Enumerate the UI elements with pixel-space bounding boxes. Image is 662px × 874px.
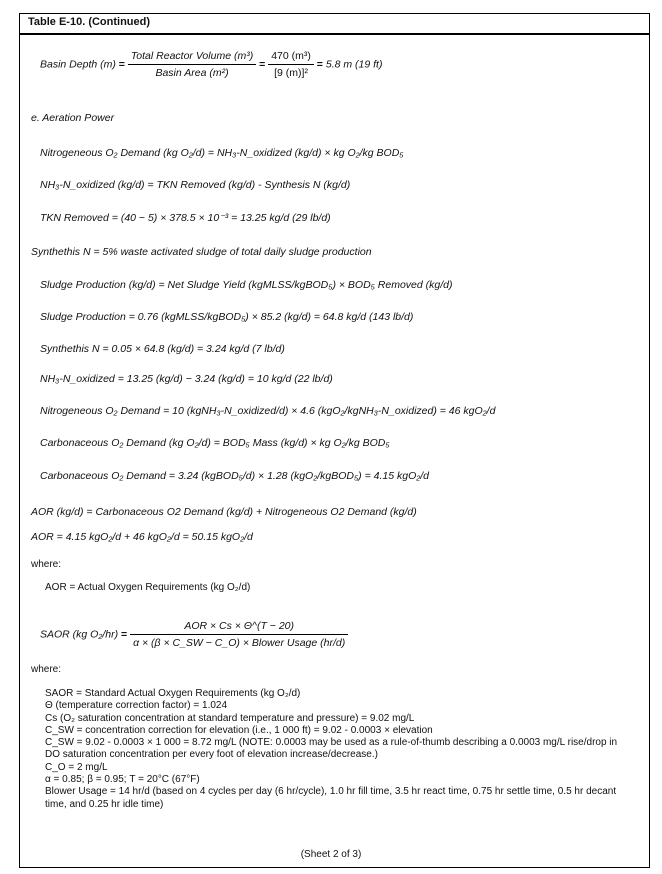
basin-den-1: Basin Area (m²)	[155, 67, 229, 79]
def-alpha-beta-t: α = 0.85; β = 0.95; T = 20°C (67°F)	[45, 774, 200, 786]
variable-definitions	[45, 688, 643, 811]
nitrogeneous-demand-calc: Nitrogeneous O₂ Demand = 10 (kgNH₃-N_oxidized/d) × 4.6 (kgO₂/kgNH₃-N_oxidized) = 46 kgO₂/d	[40, 405, 496, 417]
def-saor: SAOR = Standard Actual Oxygen Requirements (kg O₂/d)	[45, 688, 301, 699]
aor-definition: AOR = Actual Oxygen Requirements (kg O₂/d)	[45, 582, 251, 593]
saor-numerator: AOR × Cs × Θ^(T − 20)	[130, 620, 348, 635]
synthesis-calc: Synthethis N = 0.05 × 64.8 (kg/d) = 3.24 kg/d (7 lb/d)	[40, 343, 285, 355]
basin-fraction-2	[268, 50, 314, 79]
basin-fraction-1	[128, 50, 256, 79]
tkn-removed-calc: TKN Removed = (40 − 5) × 378.5 × 10⁻³ = 13.25 kg/d (29 lb/d)	[40, 212, 331, 224]
def-csw-note: DO saturation concentration per every foot of elevation increase/decrease.)	[45, 749, 378, 761]
table-title: Table E-10. (Continued)	[28, 16, 151, 28]
basin-den-2: [9 (m)]²	[274, 67, 308, 79]
saor-label: SAOR (kg O₂/hr)	[40, 628, 119, 641]
def-csw: C_SW = concentration correction for elevation (i.e., 1 000 ft) = 9.02 - 0.0003 × elevation	[45, 724, 433, 736]
nitrogeneous-demand-formula: Nitrogeneous O₂ Demand (kg O₂/d) = NH₃-N_oxidized (kg/d) × kg O₂/kg BOD₅	[40, 147, 404, 159]
def-co: C_O = 2 mg/L	[45, 761, 108, 773]
basin-depth-label: Basin Depth (m)	[40, 58, 116, 71]
sheet-footer: (Sheet 2 of 3)	[300, 849, 362, 860]
carbonaceous-demand-calc: Carbonaceous O₂ Demand = 3.24 (kgBOD₅/d) × 1.28 (kgO₂/kgBOD₅) = 4.15 kgO₂/d	[40, 470, 430, 482]
nh3-oxidized-calc: NH₃-N_oxidized = 13.25 (kg/d) − 3.24 (kg/d) = 10 kg/d (22 lb/d)	[40, 373, 333, 385]
aor-calc: AOR = 4.15 kgO₂/d + 46 kgO₂/d = 50.15 kgO₂/d	[31, 531, 253, 543]
def-cs: Cs (O₂ saturation concentration at standard temperature and pressure) = 9.02 mg/L	[45, 712, 415, 724]
basin-num-2: 470 (m³)	[268, 50, 314, 65]
sludge-production-formula: Sludge Production (kg/d) = Net Sludge Yield (kgMLSS/kgBOD₅) × BOD₅ Removed (kg/d)	[40, 279, 453, 291]
basin-result: 5.8 m (19 ft)	[325, 58, 383, 71]
where-label-2: where:	[31, 664, 62, 675]
nh3-oxidized-formula: NH₃-N_oxidized (kg/d) = TKN Removed (kg/d) - Synthesis N (kg/d)	[40, 179, 351, 191]
header-rule	[19, 33, 650, 35]
synthesis-definition: Synthethis N = 5% waste activated sludge of total daily sludge production	[31, 246, 372, 258]
def-theta: Θ (temperature correction factor) = 1.024	[45, 700, 228, 712]
carbonaceous-demand-formula: Carbonaceous O₂ Demand (kg O₂/d) = BOD₅ Mass (kg/d) × kg O₂/kg BOD₅	[40, 437, 390, 449]
basin-depth-equation: Basin Depth (m) = $\frac{\text{Total Reactor Volume (m³)}}{\text{Basin Area (m²)}}$ = $\frac{\text{470 (m³)}}{\text{[9 (m)]²}}$ = 5.8 m (19 ft)	[40, 50, 383, 79]
def-blower-usage: Blower Usage = 14 hr/d (based on 4 cycles per day (6 hr/cycle), 1.0 hr fill time, 3.5 hr react time, 0.75 hr settle time, 0.5 hr decant	[45, 786, 617, 798]
saor-denominator: α × (β × C_SW − C_O) × Blower Usage (hr/d)	[133, 637, 346, 649]
saor-fraction	[130, 620, 348, 649]
aor-formula: AOR (kg/d) = Carbonaceous O2 Demand (kg/d) + Nitrogeneous O2 Demand (kg/d)	[31, 506, 417, 518]
where-label-1: where:	[31, 559, 62, 570]
def-csw-calc: C_SW = 9.02 - 0.0003 × 1 000 = 8.72 mg/L (NOTE: 0.0003 may be used as a rule-of-thumb describing a 0.0003 mg/L rise/drop in	[45, 737, 618, 749]
basin-num-1: Total Reactor Volume (m³)	[128, 50, 256, 65]
def-blower-usage-cont: time, and 0.25 hr idle time)	[45, 798, 164, 810]
saor-equation: SAOR (kg O₂/hr) = $\frac{\text{AOR × Cs × Θ\textasciicircum{}(T − 20)}}{\text{α × (β × C\_SW − C\_O) × Blower Usage (hr/d)}}$	[40, 620, 348, 649]
aeration-power-heading: e. Aeration Power	[31, 112, 115, 124]
sludge-production-calc: Sludge Production = 0.76 (kgMLSS/kgBOD₅) × 85.2 (kg/d) = 64.8 kg/d (143 lb/d)	[40, 311, 414, 323]
